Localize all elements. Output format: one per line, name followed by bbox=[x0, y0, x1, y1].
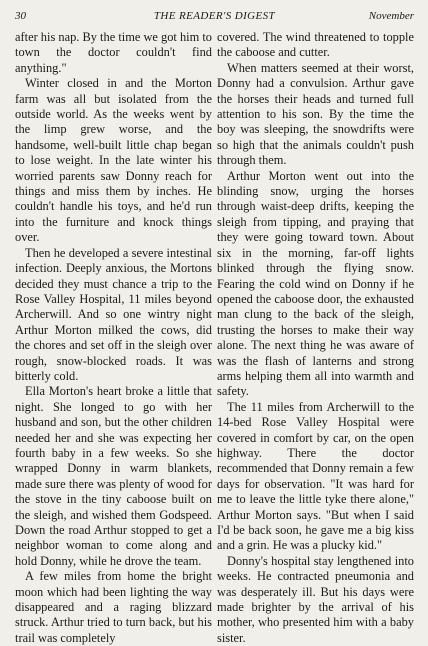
right-column bbox=[217, 30, 414, 646]
issue-month: November bbox=[368, 10, 414, 22]
page-number: 30 bbox=[15, 10, 26, 22]
magazine-title: THE READER'S DIGEST bbox=[153, 10, 276, 22]
paragraph: Ella Morton's heart broke a little that night. She longed to go with her husband and son, but the other children needed her and she was expecting her fourth baby in a few weeks. So she wrapped Donny in warm blankets, made sure there was plenty of wood for the stove in the tiny caboose built on the sleigh, and wished them Godspeed. Down the road Arthur stopped to get a neighbor woman to come along and hold Donny, while he drove the team. bbox=[15, 384, 212, 568]
paragraph: Then he developed a severe intestinal infection. Deeply anxious, the Mortons decided they must chance a trip to the Rose Valley Hospital, 11 miles beyond Archerwill. And so one wintry night Arthur Morton milked the cows, did the chores and set off in the sleigh over rough, snow-blocked roads. It was bitterly cold. bbox=[15, 245, 212, 383]
paragraph: A few miles from home the bright moon which had been lighting the way disappeared and a raging blizzard struck. Arthur tried to turn back, but his trail was completely bbox=[15, 569, 212, 645]
paragraph: Winter closed in and the Morton farm was all but isolated from the outside world. As the weeks went by the limp grew worse, and the handsome, well-built little chap began to lose weight. In the late winter his worried parents saw Donny reach for things and miss them by inches. He couldn't handle his toys, and he'd run into the furniture and knock things over. bbox=[15, 76, 212, 245]
paragraph: Donny's hospital stay lengthened into weeks. He contracted pneumonia and was desperately ill. But his days were made brighter by the arrival of his mother, who presented him with a baby sister. bbox=[217, 553, 414, 645]
paragraph: Arthur Morton went out into the blinding snow, urging the horses through waist-deep drifts, keeping the sleigh from tipping, and praying that they were going toward town. About six in the morning, far-off lights blinked through the flying snow. Fearing the cold wind on Donny if he opened the caboose door, the exhausted man clung to the back of the sleigh, trusting the horses to make their way alone. The next thing he was aware of was the flash of lanterns and strong arms helping them all into warmth and safety. bbox=[217, 168, 414, 399]
left-column bbox=[15, 30, 212, 646]
paragraph: after his nap. By the time we got him to town the doctor couldn't find anything." bbox=[15, 30, 212, 75]
paragraph: The 11 miles from Archerwill to the 14-bed Rose Valley Hospital were covered in comfort by car, on the open highway. There the doctor recommended that Donny remain a few days for observation. "It was hard for me to leave the little tyke there alone," Arthur Morton says. "But when I said I'd be back soon, he gave me a big kiss and a grin. He was a plucky kid." bbox=[217, 399, 414, 553]
paragraph: covered. The wind threatened to topple the caboose and cutter. bbox=[217, 30, 414, 60]
running-head bbox=[15, 8, 414, 24]
paragraph: When matters seemed at their worst, Donny had a convulsion. Arthur gave the horses their heads and turned full attention to his son. By the time the boy was sleeping, the snowdrifts were so high that the animals couldn't push through them. bbox=[217, 60, 414, 168]
article-columns bbox=[15, 30, 414, 646]
